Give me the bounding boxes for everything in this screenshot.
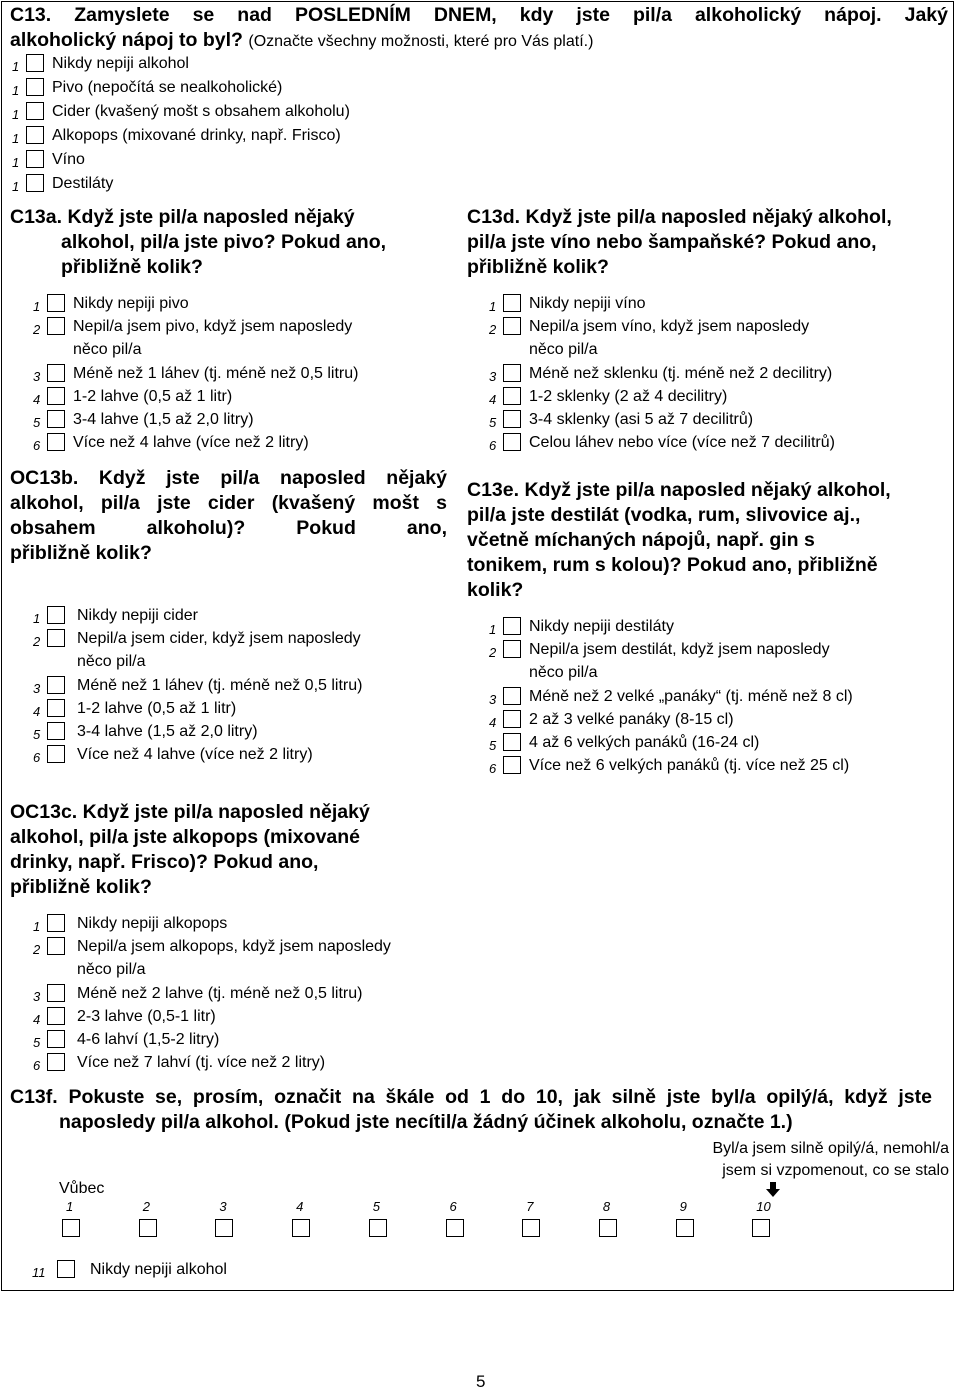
option-number: 11 — [32, 1265, 46, 1280]
c13f-title-line2: naposledy pil/a alkohol. (Pokud jste necítil/a žádný účinek alkoholu, označte 1.) — [59, 1111, 793, 1133]
checkbox[interactable] — [503, 640, 521, 658]
option-number: 4 — [33, 391, 41, 407]
option-number: 1 — [33, 611, 41, 626]
option-label: Nepil/a jsem cider, když jsem naposledy — [77, 630, 361, 648]
scale-checkbox-1[interactable] — [62, 1219, 80, 1237]
option-label: 2 až 3 velké panáky (8-15 cl) — [529, 710, 734, 728]
checkbox[interactable] — [47, 410, 65, 428]
c13b-line: obsahem alkoholu)? Pokud ano, — [10, 517, 447, 539]
option-number: 5 — [33, 415, 41, 430]
checkbox[interactable] — [503, 733, 521, 751]
checkbox[interactable] — [47, 387, 65, 405]
checkbox[interactable] — [47, 629, 65, 647]
option-number: 3 — [489, 691, 497, 707]
c13c-question — [10, 800, 450, 900]
scale-checkbox-4[interactable] — [292, 1219, 310, 1237]
scale-number: 9 — [679, 1199, 687, 1214]
option-label: Cider (kvašený mošt s obsahem alkoholu) — [52, 103, 350, 120]
option-number: 4 — [33, 703, 41, 719]
checkbox[interactable] — [503, 294, 521, 312]
checkbox[interactable] — [26, 150, 44, 168]
option-label: Nikdy nepiji pivo — [73, 295, 189, 312]
checkbox[interactable] — [47, 1030, 65, 1048]
page-number: 5 — [476, 1372, 486, 1391]
c13d-line: přibližně kolik? — [467, 256, 609, 278]
option-label: Méně než 1 láhev (tj. méně než 0,5 litru) — [73, 364, 359, 382]
option-label: 3-4 lahve (1,5 až 2,0 litry) — [73, 411, 254, 428]
option-number: 1 — [33, 919, 41, 934]
checkbox[interactable] — [503, 687, 521, 705]
option-label-continued: něco pil/a — [73, 341, 142, 359]
option-label: Nikdy nepiji alkohol — [90, 1261, 227, 1278]
checkbox[interactable] — [47, 1053, 65, 1071]
option-number: 2 — [33, 322, 41, 338]
option-label: Pivo (nepočítá se nealkoholické) — [52, 79, 283, 96]
c13e-line: včetně míchaných nápojů, např. gin s — [467, 529, 815, 551]
scale-checkbox-2[interactable] — [139, 1219, 157, 1237]
checkbox[interactable] — [47, 745, 65, 763]
option-label: Méně než 1 láhev (tj. méně než 0,5 litru) — [77, 676, 363, 694]
option-label: 1-2 sklenky (2 až 4 decilitry) — [529, 387, 728, 405]
option-label: Nikdy nepiji cider — [77, 607, 198, 624]
c13a-line: alkohol, pil/a jste pivo? Pokud ano, — [61, 231, 387, 253]
option-label: Nikdy nepiji destiláty — [529, 618, 674, 635]
checkbox[interactable] — [26, 102, 44, 120]
c13c-line: alkohol, pil/a jste alkopops (mixované — [10, 826, 361, 848]
checkbox[interactable] — [57, 1260, 75, 1278]
option-number: 1 — [12, 131, 20, 146]
arrow-down-icon — [765, 1182, 781, 1198]
option-number: 1 — [489, 622, 497, 637]
option-label-continued: něco pil/a — [529, 664, 598, 682]
option-number: 2 — [489, 322, 497, 338]
c13a-line: přibližně kolik? — [61, 256, 203, 278]
checkbox[interactable] — [503, 617, 521, 635]
c13-note: (Označte všechny možnosti, které pro Vás platí.) — [248, 33, 594, 50]
option-label: Nepil/a jsem alkopops, když jsem naposledy — [77, 938, 391, 956]
c13-title-line1: C13. Zamyslete se nad POSLEDNÍM DNEM, kdy jste pil/a alkoholický nápoj. Jaký — [10, 4, 948, 26]
checkbox[interactable] — [47, 676, 65, 694]
option-number: 5 — [489, 415, 497, 430]
checkbox[interactable] — [503, 710, 521, 728]
option-label: Nepil/a jsem destilát, když jsem naposledy — [529, 641, 830, 659]
scale-checkbox-3[interactable] — [215, 1219, 233, 1237]
c13e-line: tonikem, rum s kolou)? Pokud ano, přibližně — [467, 554, 878, 576]
scale-number: 7 — [526, 1199, 534, 1214]
option-label: Méně než sklenku (tj. méně než 2 decilitry) — [529, 364, 833, 382]
option-label: 3-4 sklenky (asi 5 až 7 decilitrů) — [529, 411, 754, 428]
option-number: 5 — [33, 1035, 41, 1050]
option-number: 1 — [33, 299, 41, 314]
option-number: 2 — [489, 645, 497, 661]
option-label: Více než 6 velkých panáků (tj. více než 25 cl) — [529, 757, 850, 775]
checkbox[interactable] — [47, 364, 65, 382]
c13c-line: drinky, např. Frisco)? Pokud ano, — [10, 851, 319, 873]
c13e-line: pil/a jste destilát (vodka, rum, slivovice aj., — [467, 504, 861, 526]
option-number: 1 — [12, 59, 20, 74]
scale-checkbox-6[interactable] — [446, 1219, 464, 1237]
checkbox[interactable] — [47, 722, 65, 740]
checkbox[interactable] — [47, 984, 65, 1002]
option-label-continued: něco pil/a — [77, 961, 146, 979]
scale-number: 4 — [296, 1199, 304, 1214]
option-label: Více než 4 lahve (více než 2 litry) — [73, 434, 309, 452]
checkbox[interactable] — [26, 174, 44, 192]
scale-checkbox-8[interactable] — [599, 1219, 617, 1237]
checkbox[interactable] — [47, 433, 65, 451]
c13d-line: pil/a jste víno nebo šampaňské? Pokud ano, — [467, 231, 877, 253]
c13e-question — [467, 478, 947, 603]
option-label-continued: něco pil/a — [529, 341, 598, 359]
option-label: Alkopops (mixované drinky, např. Frisco) — [52, 127, 341, 144]
scale-checkbox-10[interactable] — [752, 1219, 770, 1237]
c13e-line: kolik? — [467, 579, 524, 601]
option-number: 4 — [489, 714, 497, 730]
option-number: 3 — [33, 680, 41, 696]
option-number: 1 — [12, 83, 20, 98]
option-number: 1 — [12, 107, 20, 122]
option-label: Nepil/a jsem víno, když jsem naposledy — [529, 318, 810, 336]
checkbox[interactable] — [503, 410, 521, 428]
checkbox[interactable] — [26, 78, 44, 96]
c13a-line: C13a. Když jste pil/a naposled nějaký — [10, 206, 355, 228]
option-number: 5 — [33, 727, 41, 742]
option-number: 1 — [12, 179, 20, 194]
c13b-line: přibližně kolik? — [10, 542, 152, 564]
scale-number: 8 — [602, 1199, 611, 1214]
option-label: Nikdy nepiji alkohol — [52, 55, 189, 72]
checkbox[interactable] — [26, 126, 44, 144]
scale-number: 3 — [219, 1199, 227, 1214]
c13d-line: C13d. Když jste pil/a naposled nějaký alkohol, — [467, 206, 892, 228]
option-number: 5 — [489, 738, 497, 753]
option-label: Více než 4 lahve (více než 2 litry) — [77, 746, 313, 764]
checkbox[interactable] — [503, 756, 521, 774]
checkbox[interactable] — [47, 606, 65, 624]
option-label: 4-6 lahví (1,5-2 litry) — [77, 1031, 220, 1048]
c13b-question — [10, 466, 447, 566]
option-number: 6 — [489, 438, 497, 454]
c13-title-line2-text: alkoholický nápoj to byl? — [10, 29, 243, 51]
option-label: Méně než 2 velké „panáky“ (tj. méně než 8 cl) — [529, 687, 853, 705]
scale-checkbox-9[interactable] — [676, 1219, 694, 1237]
scale-number: 1 — [66, 1199, 74, 1214]
c13f-max-label — [600, 1138, 949, 1182]
checkbox[interactable] — [503, 387, 521, 405]
c13c-line: OC13c. Když jste pil/a naposled nějaký — [10, 801, 370, 823]
option-number: 3 — [33, 368, 41, 384]
option-number: 6 — [489, 761, 497, 777]
c13f-min-label: Vůbec — [59, 1180, 105, 1197]
scale-number: 10 — [756, 1199, 771, 1214]
c13f-max-label-line: Byl/a jsem silně opilý/á, nemohl/a — [712, 1140, 949, 1157]
scale-checkbox-5[interactable] — [369, 1219, 387, 1237]
scale-checkbox-7[interactable] — [522, 1219, 540, 1237]
option-number: 2 — [33, 942, 41, 958]
option-label: 1-2 lahve (0,5 až 1 litr) — [77, 699, 237, 717]
c13a-question — [10, 205, 450, 280]
option-label: Destiláty — [52, 175, 114, 192]
option-number: 1 — [489, 299, 497, 314]
option-number: 4 — [33, 1011, 41, 1027]
option-label: 4 až 6 velkých panáků (16-24 cl) — [529, 734, 760, 751]
checkbox[interactable] — [47, 1007, 65, 1025]
scale-number: 2 — [142, 1199, 150, 1214]
c13-title-line2 — [10, 28, 593, 54]
checkbox[interactable] — [47, 294, 65, 312]
checkbox[interactable] — [26, 54, 44, 72]
option-label: 2-3 lahve (0,5-1 litr) — [77, 1007, 216, 1025]
c13c-line: přibližně kolik? — [10, 876, 152, 898]
option-label: 3-4 lahve (1,5 až 2,0 litry) — [77, 723, 258, 740]
c13b-line: OC13b. Když jste pil/a naposled nějaký — [10, 467, 447, 489]
option-number: 6 — [33, 1058, 41, 1074]
scale-number: 6 — [449, 1199, 457, 1214]
c13b-line: alkohol, pil/a jste cider (kvašený mošt s — [10, 492, 447, 514]
option-label: Více než 7 lahví (tj. více než 2 litry) — [77, 1054, 326, 1072]
option-number: 3 — [33, 988, 41, 1004]
checkbox[interactable] — [503, 317, 521, 335]
option-number: 4 — [489, 391, 497, 407]
option-number: 6 — [33, 438, 41, 454]
scale-number: 5 — [372, 1199, 381, 1214]
option-number: 6 — [33, 750, 41, 766]
checkbox[interactable] — [503, 433, 521, 451]
option-label: Nikdy nepiji víno — [529, 295, 646, 312]
c13d-question — [467, 205, 947, 280]
option-label: Méně než 2 lahve (tj. méně než 0,5 litru) — [77, 984, 363, 1002]
checkbox[interactable] — [47, 937, 65, 955]
checkbox[interactable] — [47, 914, 65, 932]
option-label: Celou láhev nebo více (více než 7 decilitrů) — [529, 434, 835, 452]
checkbox[interactable] — [47, 699, 65, 717]
option-label: Nikdy nepiji alkopops — [77, 915, 228, 932]
option-label-continued: něco pil/a — [77, 653, 146, 671]
option-label: Nepil/a jsem pivo, když jsem naposledy — [73, 318, 353, 336]
option-number: 3 — [489, 368, 497, 384]
option-number: 1 — [12, 155, 20, 170]
option-label: Víno — [52, 151, 85, 168]
c13f-max-label-line: jsem si vzpomenout, co se stalo — [722, 1162, 949, 1179]
c13e-line: C13e. Když jste pil/a naposled nějaký alkohol, — [467, 479, 891, 501]
c13f-title-line1: C13f. Pokuste se, prosím, označit na škále od 1 do 10, jak silně jste byl/a opilý/á, když jste — [10, 1086, 932, 1108]
option-number: 2 — [33, 634, 41, 650]
checkbox[interactable] — [47, 317, 65, 335]
option-label: 1-2 lahve (0,5 až 1 litr) — [73, 387, 233, 405]
checkbox[interactable] — [503, 364, 521, 382]
